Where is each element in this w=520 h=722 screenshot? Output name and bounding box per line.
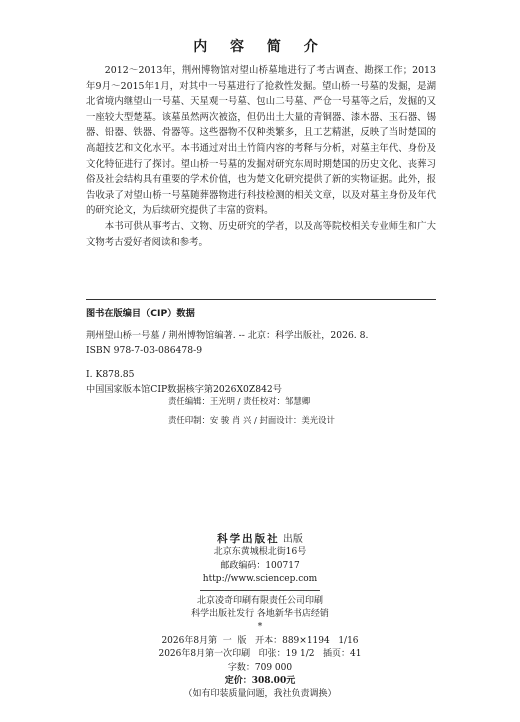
summary-text [86, 63, 436, 250]
publisher-line [0, 533, 520, 546]
price: 定价：308.00元 [224, 676, 296, 687]
credits-production: 责任印制：安 骏 肖 兴 / 封面设计：美光设计 [168, 415, 335, 425]
printer-line: 北京凌奇印刷有限责任公司印刷 [196, 595, 323, 606]
publisher-website: http://www.sciencep.com [202, 574, 318, 585]
summary-paragraph: 2012～2013年，荆州博物馆对望山桥墓地进行了考古调查、勘探工作；2013年9月～2015年1月，对其中一号墓进行了抢救性发掘。望山桥一号墓的发掘，是湖北省境内继望山一号墓、天星观一号墓、包山二号墓、严仓一号墓等之后，发掘的又一座较大型楚墓。该墓虽然两次被盗，但仍出土大量的青铜器、漆木器、玉石器、锡器、铅器、铁器、骨器等。这些器物不仅种类繁多，且工艺精湛，反映了当时楚国的高超技艺和文化水平。本书通过对出土竹简内容的考释与分析，对墓主年代、身份及文化特征进行了探讨。望山桥一号墓的发掘对研究东周时期楚国的历史文化、丧葬习俗及社会结构具有重要的学术价值，也为楚文化研究提供了新的实物证据。此外，报告收录了对望山桥一号墓随葬器物进行科技检测的相关文章，以及对墓主身份及年代的研究论文，为后续研究提供了丰富的资料。 [86, 65, 436, 217]
credits-editors: 责任编辑：王光明 / 责任校对：邹慧卿 [168, 396, 311, 406]
publisher-rule [200, 590, 320, 591]
publisher-suffix: 出版 [282, 534, 303, 545]
separator-asterisk: * [257, 622, 263, 633]
cip-classification: Ⅰ. K878.85 [86, 368, 135, 380]
publisher-postcode: 邮政编码：100717 [220, 560, 300, 571]
page-title: 内 容 简 介 [193, 39, 327, 55]
edition-line: 2026年8月第 一 版 开本：889×1194 1/16 [161, 635, 359, 646]
cip-data-block [86, 306, 446, 398]
cip-heading: 图书在版编目（CIP）数据 [86, 308, 195, 319]
cip-isbn: ISBN 978-7-03-086478-9 [86, 345, 203, 357]
section-divider [86, 299, 436, 300]
printing-line: 2026年8月第一次印刷 印张：19 1/2 插页：41 [158, 649, 362, 660]
summary-paragraph: 本书可供从事考古、文物、历史研究的学者，以及高等院校相关专业师生和广大文物考古爱好者阅读和参考。 [86, 220, 436, 248]
publisher-logo: 科学出版社 [217, 533, 280, 545]
quality-notice: （如有印装质量问题，我社负责调换） [183, 689, 337, 700]
publisher-info [0, 533, 520, 702]
cip-record-number: 中国国家版本馆CIP数据核字第2026X0Z842号 [86, 384, 282, 396]
distributor-line: 科学出版社发行 各地新华书店经销 [191, 609, 329, 620]
word-count: 字数：709 000 [227, 662, 293, 673]
cip-title-line: 荆州望山桥一号墓 / 荆州博物馆编著. -- 北京：科学出版社，2026. 8. [86, 329, 369, 341]
publisher-address: 北京东黄城根北街16号 [213, 547, 307, 558]
credits-block [168, 392, 498, 430]
